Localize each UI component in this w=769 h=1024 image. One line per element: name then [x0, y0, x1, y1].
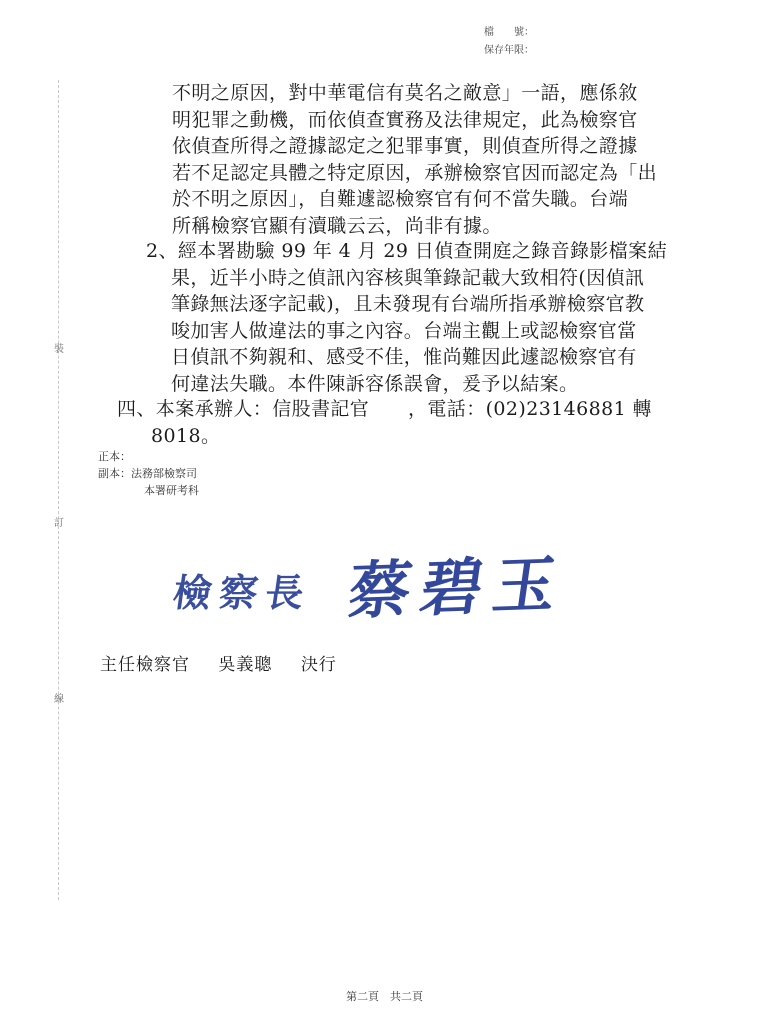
text-line: 何違法失職。本件陳訴容係誤會，爰予以結案。: [171, 372, 579, 395]
text-line: 不明之原因，對中華電信有莫名之敵意」一語，應係敘: [172, 82, 638, 104]
text-line: 所稱檢察官顯有瀆職云云，尚非有據。: [172, 214, 502, 237]
page-indicator: 第二頁 共二頁: [346, 990, 423, 1003]
text-line: 唆加害人做違法的事之內容。台端主觀上或認檢察官當: [171, 319, 637, 342]
distribution-list: [98, 448, 199, 499]
text-line: 果，近半小時之偵訊內容核與筆錄記載大致相符(因偵訊: [171, 266, 645, 289]
paragraph-continuation: [172, 80, 657, 239]
retention-period-label: 保存年限：: [484, 45, 534, 56]
text-line: 明犯罪之動機，而依偵查實務及法律規定，此為檢察官: [172, 108, 638, 131]
original-recipient-label: 正本：: [98, 450, 131, 463]
text-line: 依偵查所得之證據認定之犯罪事實，則偵查所得之證據: [172, 135, 638, 157]
archive-meta: [484, 24, 534, 60]
file-number-label: 檔 號：: [484, 27, 534, 38]
chief-prosecutor-seal: [170, 528, 590, 628]
text-line: 四、本案承辦人：信股書記官 ，電話：(02)23146881 轉: [117, 398, 652, 420]
text-line: 日偵訊不夠親和、感受不佳，惟尚難因此遽認檢察官有: [171, 346, 637, 368]
binding-mark-xian: 線: [54, 694, 64, 705]
signoff-name: 吳義聰: [218, 655, 273, 675]
seal-title: 檢察長: [170, 570, 315, 615]
signoff-line: [100, 650, 359, 675]
paragraph-section-4: [117, 396, 652, 449]
copy-recipient-line-2: 本署研考科: [144, 484, 199, 497]
seal-name: 蔡碧玉: [343, 547, 572, 628]
binding-mark-ding: 訂: [54, 518, 64, 529]
binding-line: [58, 80, 59, 900]
text-line: 8018。: [151, 424, 221, 447]
text-line: 若不足認定具體之特定原因，承辦檢察官因而認定為「出: [172, 161, 658, 184]
binding-mark-zhuang: 裝: [54, 344, 64, 355]
text-line: 2、經本署勘驗 99 年 4 月 29 日偵查開庭之錄音錄影檔案結: [146, 240, 667, 262]
text-line: 於不明之原因」，自難遽認檢察官有何不當失職。台端: [172, 188, 629, 210]
paragraph-item-2: [146, 238, 667, 397]
text-line: 筆錄無法逐字記載)，且未發現有台端所指承辦檢察官教: [171, 293, 645, 315]
signoff-action: 決行: [300, 655, 337, 675]
signoff-role: 主任檢察官: [100, 655, 190, 675]
copy-recipient-line: 副本：法務部檢察司: [98, 467, 197, 480]
